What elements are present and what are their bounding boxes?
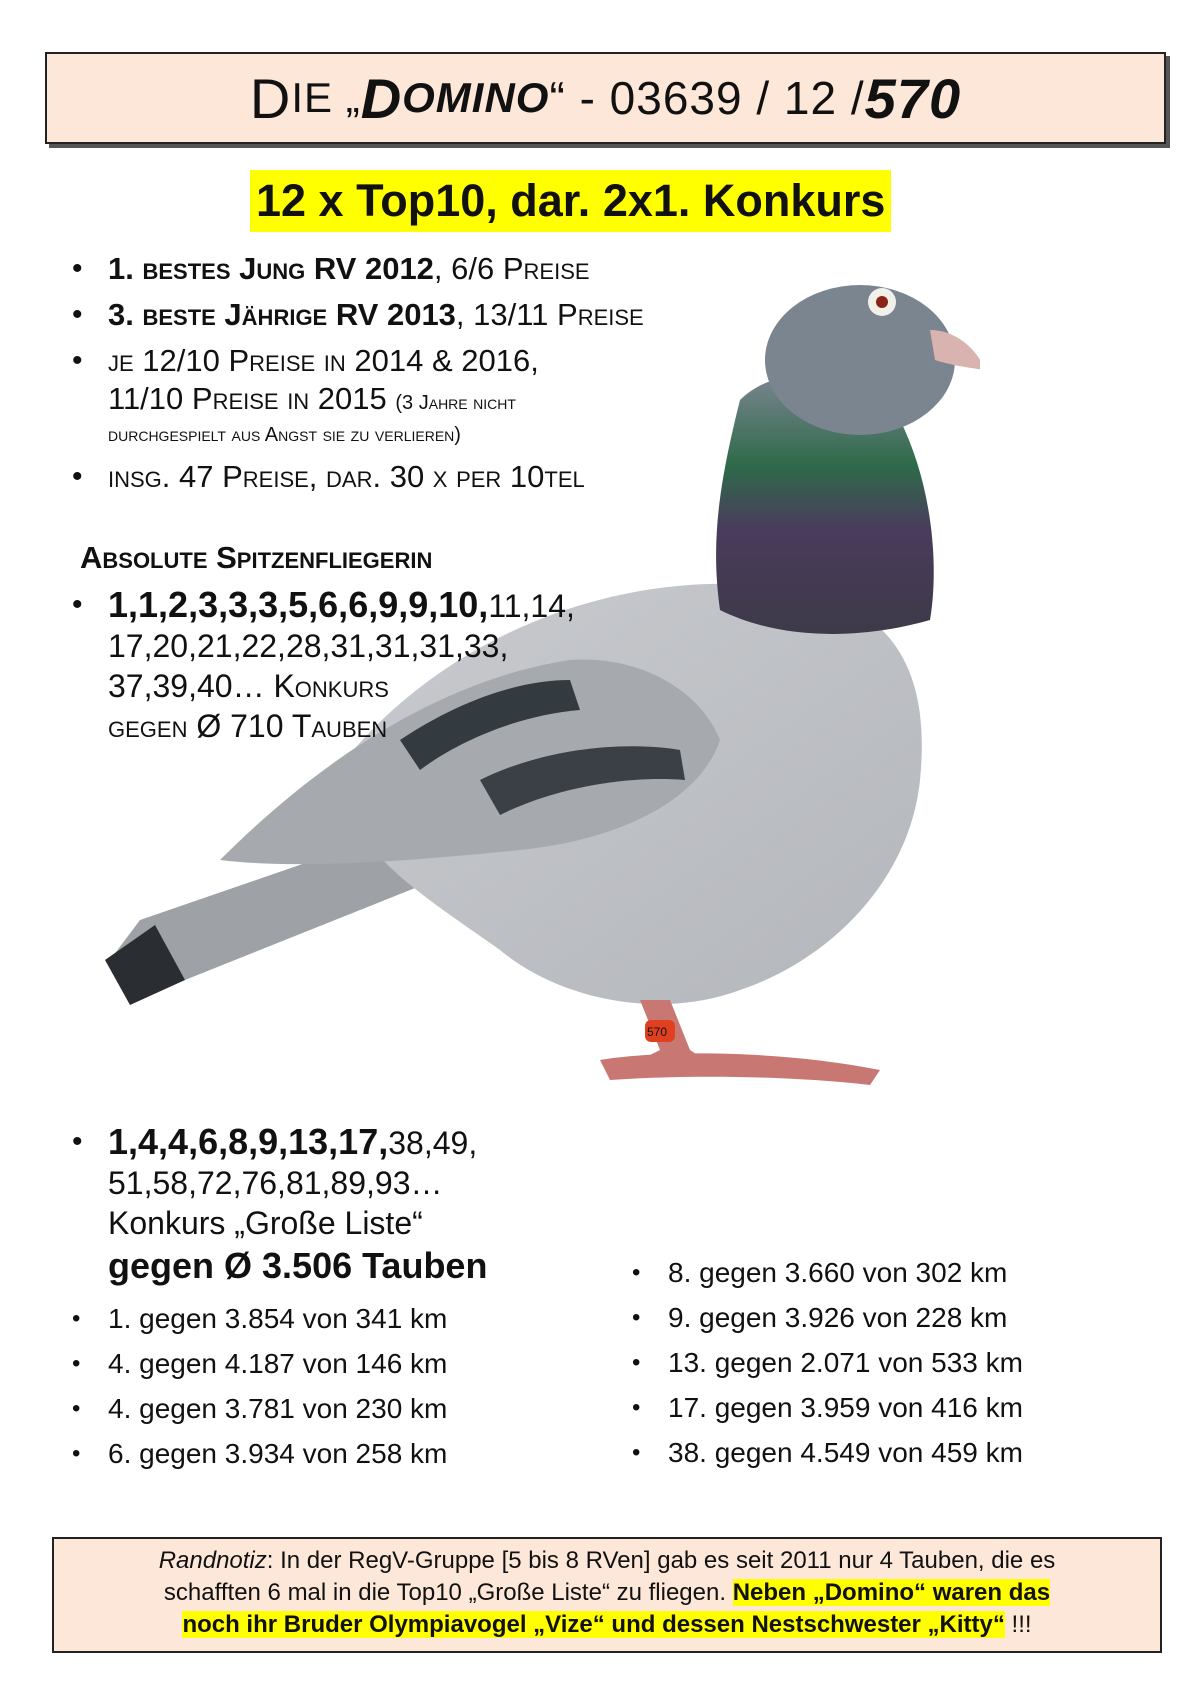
race-result: 6. gegen 3.934 von 258 km: [108, 1438, 448, 1469]
race-result: 13. gegen 2.071 von 533 km: [668, 1347, 1023, 1378]
grosse-liste-results: [70, 1122, 487, 1289]
list-item: [70, 296, 644, 334]
races-left: [70, 1296, 447, 1476]
race-result: 9. gegen 3.926 von 228 km: [668, 1302, 1008, 1333]
list-item: [630, 1295, 1023, 1340]
achievement-line: je 12/10 Preise in 2014 & 2016,: [108, 343, 539, 378]
list-item: [70, 1122, 487, 1289]
race-result: 17. gegen 3.959 von 416 km: [668, 1392, 1023, 1423]
achievement-line: insg. 47 Preise, dar. 30 x per 10tel: [108, 459, 585, 494]
achievement-line: 11/10 Preise in 2015: [108, 381, 396, 416]
bullet-icon: •: [632, 1439, 641, 1466]
list-item: [70, 1386, 447, 1431]
konkurs-line: gegen Ø 710 Tauben: [108, 708, 388, 744]
races-right: [630, 1250, 1023, 1475]
achievement-rest: , 6/6 Preise: [433, 251, 590, 286]
list-item: [70, 458, 644, 496]
bullet-icon: •: [72, 588, 83, 621]
bullet-icon: •: [632, 1304, 641, 1331]
side-note: [52, 1537, 1162, 1653]
list-item: [70, 1431, 447, 1476]
bullet-icon: •: [72, 252, 83, 285]
grosse-liste-line: Konkurs „Große Liste“: [108, 1205, 423, 1241]
note-highlight: noch ihr Bruder Olympiavogel „Vize“ und dessen Nestschwester „Kitty“: [182, 1611, 1005, 1638]
section-heading: Absolute Spitzenfliegerin: [80, 540, 433, 575]
list-item: [70, 585, 575, 746]
pigeon-head: [765, 285, 955, 435]
achievements-list: [70, 250, 644, 496]
note-text: : In der RegV-Gruppe [5 bis 8 RVen] gab es seit 2011 nur 4 Tauben, die es: [266, 1547, 1056, 1574]
konkurs-results: [70, 585, 575, 746]
bullet-icon: •: [632, 1394, 641, 1421]
grosse-liste-bold: 1,4,4,6,8,9,13,17,: [108, 1121, 389, 1162]
list-item: [630, 1385, 1023, 1430]
title-die-initial: D: [249, 66, 292, 130]
page-title: [45, 52, 1166, 144]
achievement-bold: 3. beste Jährige RV 2013: [108, 297, 456, 332]
subtitle-highlight: 12 x Top10, dar. 2x1. Konkurs: [250, 170, 891, 232]
achievement-line: durchgespielt aus Angst sie zu verlieren): [108, 424, 461, 446]
title-die-rest: IE „: [291, 74, 361, 121]
race-result: 8. gegen 3.660 von 302 km: [668, 1257, 1008, 1288]
title-ring-number: “ - 03639 / 12 /: [549, 72, 865, 124]
race-result: 38. gegen 4.549 von 459 km: [668, 1437, 1023, 1468]
konkurs-line: 37,39,40… Konkurs: [108, 668, 389, 704]
bullet-icon: •: [632, 1259, 641, 1286]
grosse-liste-line: 51,58,72,76,81,89,93…: [108, 1165, 443, 1201]
achievement-rest: , 13/11 Preise: [455, 297, 644, 332]
bullet-icon: •: [72, 1395, 81, 1422]
bullet-icon: •: [72, 1305, 81, 1332]
konkurs-line: 17,20,21,22,28,31,31,31,33,: [108, 628, 509, 664]
race-result: 4. gegen 4.187 von 146 km: [108, 1348, 448, 1379]
list-item: [630, 1430, 1023, 1475]
title-name-rest: OMINO: [402, 74, 550, 121]
title-ring-suffix: 570: [864, 66, 962, 130]
list-item: [70, 1341, 447, 1386]
note-text: !!!: [1004, 1611, 1032, 1638]
bullet-icon: •: [72, 1440, 81, 1467]
achievement-bold: 1. bestes Jung RV 2012: [108, 251, 434, 286]
bullet-icon: •: [72, 460, 83, 493]
bullet-icon: •: [72, 1125, 83, 1158]
pigeon-foot: [600, 1053, 880, 1085]
list-item: [70, 1296, 447, 1341]
title-name-initial: D: [360, 66, 403, 130]
grosse-liste-rest: 38,49,: [388, 1125, 478, 1161]
race-result: 1. gegen 3.854 von 341 km: [108, 1303, 448, 1334]
pigeon-ring-label: 570: [647, 1025, 668, 1039]
konkurs-rest: 11,14,: [488, 588, 575, 624]
pigeon-eye-pupil: [876, 296, 888, 308]
grosse-liste-total: gegen Ø 3.506 Tauben: [108, 1245, 488, 1286]
bullet-icon: •: [72, 298, 83, 331]
list-item: [630, 1250, 1023, 1295]
note-text: schafften 6 mal in die Top10 „Große Liste“ zu fliegen.: [163, 1579, 733, 1606]
note-highlight: Neben „Domino“ waren das: [732, 1579, 1051, 1606]
list-item: [70, 250, 644, 288]
note-label: Randnotiz: [158, 1547, 267, 1574]
race-result: 4. gegen 3.781 von 230 km: [108, 1393, 448, 1424]
list-item: [630, 1340, 1023, 1385]
konkurs-bold: 1,1,2,3,3,3,5,6,6,9,9,10,: [108, 584, 489, 625]
bullet-icon: •: [72, 344, 83, 377]
list-item: [70, 342, 644, 448]
bullet-icon: •: [632, 1349, 641, 1376]
achievement-line: (3 Jahre nicht: [395, 392, 516, 414]
bullet-icon: •: [72, 1350, 81, 1377]
